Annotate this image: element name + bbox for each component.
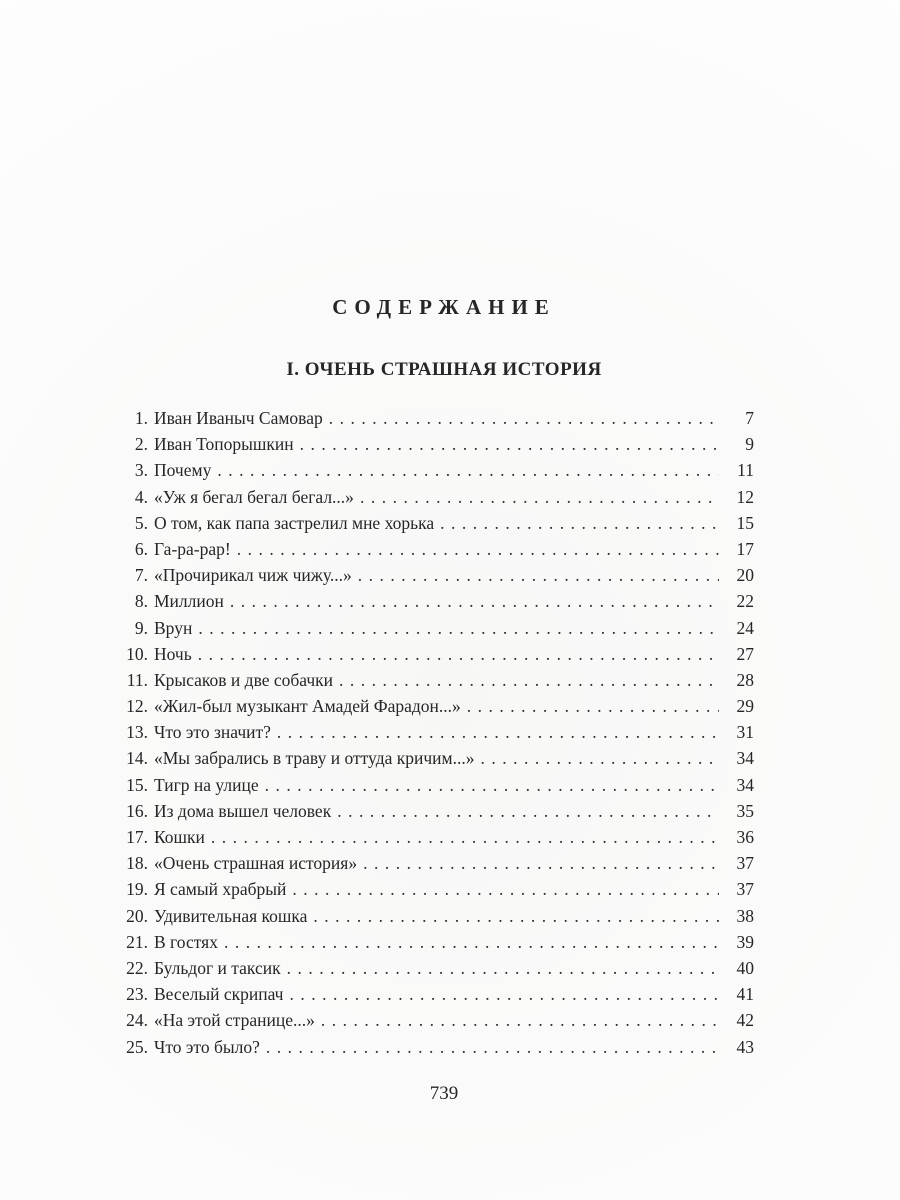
- toc-entry-number: 16.: [126, 800, 148, 821]
- toc-entry: [110, 775, 754, 801]
- toc-entry-title: Га-ра-рар!: [154, 538, 231, 559]
- toc-entry-page: 22: [736, 591, 754, 612]
- toc-entry-number: 2.: [134, 434, 148, 455]
- dot-leader: [440, 513, 719, 534]
- toc-entry-page: 12: [736, 486, 754, 507]
- toc-entry-title: Врун: [154, 617, 193, 638]
- dot-leader: [198, 644, 719, 665]
- dot-leader: [287, 958, 719, 979]
- toc-entry-page: 37: [736, 853, 754, 874]
- toc-entry: [110, 1037, 754, 1063]
- toc-entry: [110, 408, 754, 434]
- dot-leader: [230, 591, 719, 612]
- dot-leader: [467, 696, 719, 717]
- toc-entry: [110, 984, 754, 1010]
- dot-leader: [198, 618, 719, 639]
- toc-entry: [110, 460, 754, 486]
- dot-leader: [266, 1037, 719, 1058]
- toc-entry: [110, 644, 754, 670]
- toc-entry-page: 27: [736, 643, 754, 664]
- dot-leader: [329, 408, 719, 429]
- dot-leader: [265, 775, 719, 796]
- dot-leader: [277, 722, 719, 743]
- toc-entry-number: 24.: [126, 1010, 148, 1031]
- toc-entry-number: 23.: [126, 984, 148, 1005]
- toc-entry-title: Веселый скрипач: [154, 984, 284, 1005]
- toc-entry-page: 20: [736, 565, 754, 586]
- toc-entry: [110, 932, 754, 958]
- toc-entry: [110, 513, 754, 539]
- dot-leader: [480, 748, 719, 769]
- toc-entry-page: 40: [736, 957, 754, 978]
- toc-entry-page: 28: [736, 669, 754, 690]
- toc-entry-number: 1.: [134, 408, 148, 428]
- toc-entry-number: 20.: [126, 905, 148, 926]
- toc-entry-number: 17.: [126, 827, 148, 847]
- toc-entry-number: 7.: [134, 565, 148, 586]
- toc-entry: [110, 591, 754, 617]
- toc-entry: [110, 434, 754, 460]
- toc-entry-title: Тигр на улице: [154, 774, 259, 795]
- toc-entry-page: 36: [736, 827, 754, 847]
- toc-entry-number: 21.: [126, 931, 148, 952]
- toc-entry-page: 37: [736, 879, 754, 900]
- dot-leader: [211, 827, 719, 848]
- toc-entry-title: О том, как папа застрелил мне хорька: [154, 512, 435, 533]
- toc-entry: [110, 670, 754, 696]
- toc-entry-page: 34: [736, 748, 754, 769]
- toc-entry-title: «Жил-был музыкант Амадей Фарадон...»: [154, 696, 461, 717]
- toc-entry-page: 9: [745, 434, 754, 455]
- dot-leader: [360, 487, 719, 508]
- toc-entry-number: 14.: [126, 748, 148, 769]
- toc-entry: [110, 827, 754, 853]
- toc-entry-title: В гостях: [154, 931, 218, 952]
- toc-entry-number: 15.: [126, 774, 148, 795]
- toc-entry-title: «Прочирикал чиж чижу...»: [154, 565, 352, 586]
- toc-entry-page: 11: [737, 460, 754, 481]
- page-title: СОДЕРЖАНИЕ: [332, 295, 556, 319]
- toc-entry-number: 12.: [126, 696, 148, 717]
- toc-entry: [110, 1010, 754, 1036]
- page-content: [110, 0, 754, 1107]
- dot-leader: [300, 434, 719, 455]
- dot-leader: [313, 906, 719, 927]
- dot-leader: [217, 460, 719, 481]
- toc-entry-page: 31: [736, 722, 754, 743]
- toc-entry-title: Из дома вышел человек: [154, 800, 332, 821]
- toc-entry-title: Что это значит?: [154, 722, 271, 743]
- toc-entry-title: «Мы забрались в траву и оттуда кричим...»: [154, 748, 475, 769]
- toc-entry-number: 9.: [134, 617, 148, 638]
- toc-entry-title: Что это было?: [154, 1036, 260, 1057]
- toc-entry-title: Миллион: [154, 591, 224, 612]
- toc-entry: [110, 565, 754, 591]
- dot-leader: [292, 879, 719, 900]
- toc-entry-title: «На этой странице...»: [154, 1010, 315, 1031]
- toc-list: [110, 408, 754, 1063]
- toc-entry-number: 5.: [134, 512, 148, 533]
- dot-leader: [289, 984, 719, 1005]
- toc-entry-number: 22.: [126, 957, 148, 978]
- toc-entry-page: 15: [736, 512, 754, 533]
- toc-entry-title: Ночь: [154, 643, 192, 664]
- toc-entry: [110, 722, 754, 748]
- toc-entry-page: 29: [736, 696, 754, 717]
- page-folio: 739: [429, 1082, 459, 1104]
- toc-entry-title: «Очень страшная история»: [154, 853, 358, 874]
- toc-entry-title: Бульдог и таксик: [154, 957, 281, 978]
- toc-entry-page: 39: [736, 931, 754, 952]
- toc-entry: [110, 748, 754, 774]
- toc-entry-page: 24: [736, 617, 754, 638]
- toc-entry: [110, 906, 754, 932]
- toc-entry-number: 19.: [126, 879, 148, 900]
- toc-entry-number: 8.: [134, 591, 148, 612]
- toc-entry-title: Кошки: [154, 827, 205, 847]
- toc-entry-title: Почему: [154, 460, 212, 481]
- toc-entry-page: 34: [736, 774, 754, 795]
- toc-entry-page: 41: [736, 984, 754, 1005]
- toc-entry-number: 18.: [126, 853, 148, 874]
- toc-entry-title: Удивительная кошка: [154, 905, 308, 926]
- toc-entry: [110, 539, 754, 565]
- toc-entry-number: 6.: [134, 538, 148, 559]
- dot-leader: [337, 801, 719, 822]
- dot-leader: [224, 932, 719, 953]
- toc-entry-title: Иван Иваныч Самовар: [154, 408, 323, 428]
- toc-entry-title: «Уж я бегал бегал бегал...»: [154, 486, 354, 507]
- toc-entry-number: 13.: [126, 722, 148, 743]
- toc-entry: [110, 853, 754, 879]
- toc-entry: [110, 879, 754, 905]
- toc-entry-page: 7: [745, 408, 754, 428]
- toc-entry-title: Иван Топорышкин: [154, 434, 294, 455]
- toc-entry-title: Я самый храбрый: [154, 879, 287, 900]
- toc-entry-page: 43: [736, 1036, 754, 1057]
- dot-leader: [339, 670, 719, 691]
- dot-leader: [363, 853, 719, 874]
- toc-entry: [110, 696, 754, 722]
- dot-leader: [358, 565, 719, 586]
- toc-entry: [110, 487, 754, 513]
- toc-entry-page: 42: [736, 1010, 754, 1031]
- toc-entry-page: 35: [736, 800, 754, 821]
- dot-leader: [237, 539, 719, 560]
- toc-entry: [110, 801, 754, 827]
- toc-entry-number: 4.: [134, 486, 148, 507]
- dot-leader: [321, 1010, 719, 1031]
- section-heading: I. ОЧЕНЬ СТРАШНАЯ ИСТОРИЯ: [286, 359, 602, 380]
- toc-entry-number: 3.: [134, 460, 148, 481]
- toc-entry-title: Крысаков и две собачки: [154, 669, 334, 690]
- toc-entry-page: 38: [736, 905, 754, 926]
- toc-entry-number: 11.: [126, 669, 148, 690]
- toc-entry-page: 17: [736, 538, 754, 559]
- toc-entry: [110, 618, 754, 644]
- toc-entry-number: 10.: [126, 643, 148, 664]
- toc-entry-number: 25.: [126, 1036, 148, 1057]
- toc-entry: [110, 958, 754, 984]
